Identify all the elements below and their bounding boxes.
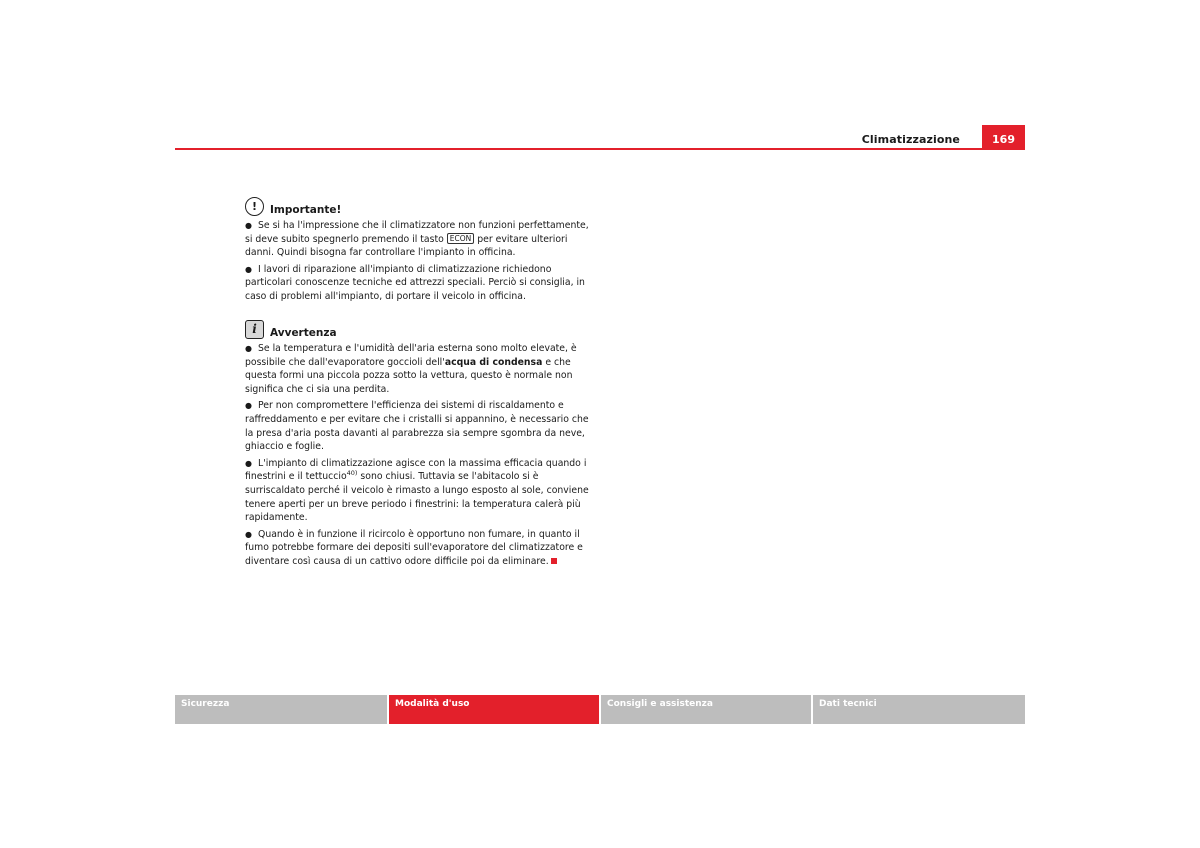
footnote-ref[interactable]: 40)	[346, 469, 358, 478]
end-of-section-mark	[551, 558, 557, 564]
important-bullet-1: ● Se si ha l'impressione che il climatizzatore non funzioni perfettamente, si deve subito spegnerlo premendo il tasto ECON per evitare ulteriori danni. Quindi bisogna far controllare l'impianto in officina.	[245, 220, 589, 259]
header-rule	[175, 148, 1025, 150]
condensate-term: acqua di condensa	[444, 356, 543, 368]
important-section	[245, 197, 590, 304]
note-bullet-2: ● Per non compromettere l'efficienza dei sistemi di riscaldamento e raffreddamento e per evitare che i cristalli si appannino, è necessario che la presa d'aria posta davanti al parabrezza sia sempre sgombra da neve, ghiaccio e foglie.	[245, 400, 589, 453]
chapter-title: Climatizzazione	[861, 133, 960, 146]
bullet-icon: ●	[245, 344, 252, 353]
note-bullet-4: ● Quando è in funzione il ricircolo è opportuno non fumare, in quanto il fumo potrebbe formare dei depositi sull'evaporatore del climatizzatore e diventare così causa di un cattivo odore difficile poi da eliminare.	[245, 528, 583, 567]
important-header	[245, 197, 590, 216]
note-bullet-3: ● L'impianto di climatizzazione agisce con la massima efficacia quando i finestrini e il tettuccio$^{40)}$ sono chiusi. Tuttavia se l'abitacolo si è surriscaldato perché il veicolo è rimasto a lungo esposto al sole, conviene tenere aperti per un breve periodo i finestrini: la temperatura calerà più rapidamente.	[245, 457, 589, 524]
note-title: Avvertenza	[270, 327, 337, 339]
note-header	[245, 320, 590, 339]
bullet-icon: ●	[245, 529, 252, 539]
econ-key: ECON	[447, 233, 475, 244]
tab-consigli-assistenza[interactable]: Consigli e assistenza	[601, 695, 811, 724]
note-section	[245, 320, 590, 569]
important-bullet-2: ● I lavori di riparazione all'impianto di climatizzazione richiedono particolari conoscenze tecniche ed attrezzi speciali. Perciò si consiglia, in caso di problemi all'impianto, di portare il veicolo in officina.	[245, 263, 585, 302]
bullet-icon: ●	[245, 264, 252, 274]
bullet-icon: ●	[245, 401, 252, 411]
tab-modalita-uso[interactable]: Modalità d'uso	[389, 695, 599, 724]
bullet-icon: ●	[245, 221, 252, 230]
tab-sicurezza[interactable]: Sicurezza	[175, 695, 387, 724]
footer-nav	[175, 695, 1025, 724]
info-icon: i	[245, 320, 264, 339]
note-bullet-1: ● Se la temperatura e l'umidità dell'aria esterna sono molto elevate, è possibile che dall'evaporatore goccioli dell'acqua di condensa e che questa formi una piccola pozza sotto la vettura, questo è normale non significa che ci sia una perdita.	[245, 343, 577, 395]
important-title: Importante!	[270, 204, 342, 216]
page-number: 169	[982, 125, 1025, 149]
warning-icon: !	[245, 197, 264, 216]
tab-dati-tecnici[interactable]: Dati tecnici	[813, 695, 1025, 724]
bullet-icon: ●	[245, 458, 252, 468]
